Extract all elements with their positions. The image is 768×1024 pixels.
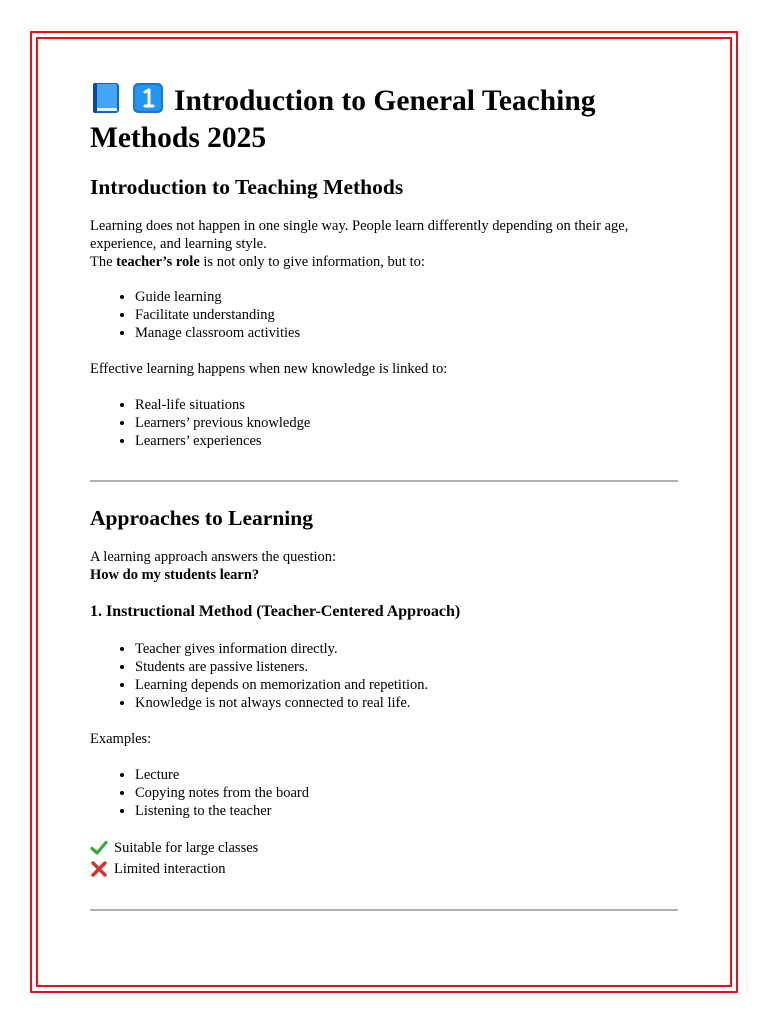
con-text: Limited interaction xyxy=(114,861,226,877)
list-item: • Learners’ previous knowledge xyxy=(135,414,680,432)
pro-line xyxy=(90,838,680,858)
section-heading-teaching-methods: Introduction to Teaching Methods xyxy=(90,175,404,199)
teacher-role-paragraph: The teacher’s role is not only to give information, but to: xyxy=(90,254,425,270)
list-item: • Teacher gives information directly. xyxy=(135,640,680,658)
list-item: • Manage classroom activities xyxy=(135,324,680,342)
teacher-role-emphasis: teacher’s role xyxy=(116,254,200,270)
list-item: • Learning depends on memorization and repetition. xyxy=(135,676,680,694)
section-heading-approaches: Approaches to Learning xyxy=(90,506,313,530)
knowledge-links-list xyxy=(90,396,680,450)
list-item: • Lecture xyxy=(135,766,680,784)
subsection-heading-instructional: 1. Instructional Method (Teacher-Centered Approach) xyxy=(90,603,461,620)
list-item: • Knowledge is not always connected to real life. xyxy=(135,694,680,712)
instructional-points-list xyxy=(90,640,680,712)
section-divider xyxy=(90,909,678,911)
list-item: • Real-life situations xyxy=(135,396,680,414)
list-item: • Facilitate understanding xyxy=(135,306,680,324)
keycap-one-icon xyxy=(132,82,164,114)
cross-mark-icon xyxy=(90,860,108,878)
list-item: • Copying notes from the board xyxy=(135,784,680,802)
pro-text: Suitable for large classes xyxy=(114,840,259,856)
list-item: • Listening to the teacher xyxy=(135,802,680,820)
teacher-role-list xyxy=(90,288,680,342)
document-title xyxy=(90,82,680,157)
check-mark-icon xyxy=(90,839,108,857)
approach-intro: A learning approach answers the question: xyxy=(90,549,337,565)
section-divider xyxy=(90,480,678,482)
examples-list xyxy=(90,766,680,820)
effective-learning-paragraph: Effective learning happens when new knowledge is linked to: xyxy=(90,361,448,377)
list-item: • Guide learning xyxy=(135,288,680,306)
list-item: • Learners’ experiences xyxy=(135,432,680,450)
intro-paragraph: Learning does not happen in one single way. People learn differently depending on their age, experience, and learning style. xyxy=(90,218,629,252)
title-text: Introduction to General Teaching Methods 2025 xyxy=(90,85,596,154)
list-item: • Students are passive listeners. xyxy=(135,658,680,676)
examples-label: Examples: xyxy=(90,731,152,747)
approach-question: How do my students learn? xyxy=(90,567,260,583)
con-line xyxy=(90,859,680,879)
blue-book-icon xyxy=(90,82,122,114)
